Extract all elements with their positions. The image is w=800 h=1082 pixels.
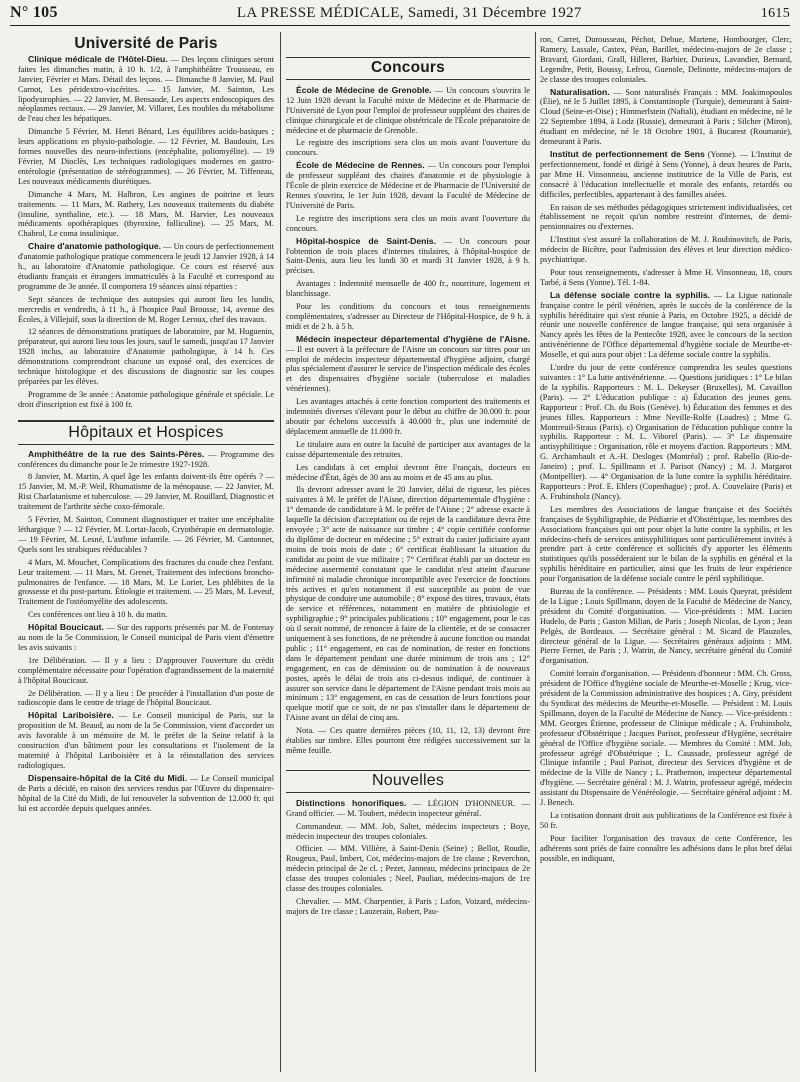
article-text: — Des leçons cliniques seront faites les dimanches matin, à 10 h. 1/2, à l'amphithéâtre Trousseau, en Janvier, Février et Mars. Détail des leçons. — Dimanche 8 Janvier, M. Paul Carnot, Les péridextro-viscérites. — 15 Janvier, M. Sainton, Les lipodystrophies. — 22 Janvier, M. Bensaude, Les aspects endoscopiques des néoplasmes rectaux. — 29 Janvier, M. Villaret, Les troubles du métabolisme de l'eau chez les hépatiques.: [18, 54, 274, 124]
paragraph: Le titulaire aura en outre la faculté de participer aux avantages de la caisse départementale des retraites.: [286, 439, 530, 459]
section-title-box: [286, 770, 530, 793]
page-number: 1615: [760, 6, 790, 21]
article-heading: Chaire d'anatomie pathologique.: [28, 241, 162, 252]
article-text: — Le Conseil municipal de Paris, sur la proposition de M. Beaud, au nom de la 5e Commission, vient d'accorder un avis favorable à un mémoire de M. le préfet de la Seine relatif à la construction d'un bâtiment pour les consultations et l'isolement de la maternité à l'hôpital Lariboisière et à la réinstallation des services radiologiques.: [18, 711, 274, 770]
paragraph: 12 séances de démonstrations pratiques de laboratoire, par M. Huguenin, préparateur, qui auront lieu tous les jours, sauf le samedi, jusqu'au 17 Janvier 1928 inclus, au laboratoire d'Anatomie pathologique, à 14 h. Ces démonstrations comprendront chacune un exposé oral, des exercices de technique histologique et des discussions de diagnostic sur les coupes préparées par les élèves.: [18, 327, 274, 386]
article-text: — LÉGION D'HONNEUR. — Grand officier. — M. Toubert, médecin inspecteur général.: [286, 798, 530, 818]
article-rennes: [286, 161, 530, 211]
issue-number: N° 105: [10, 4, 58, 21]
paragraph: Avantages : Indemnité mensuelle de 400 fr., nourriture, logement et blanchissage.: [286, 279, 530, 299]
paragraph: Sept séances de technique des autopsies qui auront lieu les lundis, mercredis et vendredis, à 11 h., à l'hospice Paul Brousse, 14, avenue des Écoles, à Villejuif, sous la direction de M. Roger Leroux, chef des travaux.: [18, 294, 274, 324]
article-grenoble: [286, 86, 530, 136]
article-text: (Yonne). — L'Institut de perfectionnement, fondé et dirigé à Sens (Yonne), à deux heures de Paris, par Mme H. Vinsonneau, ancienne institutrice de la Ville de Paris, est consacré à l'éducation intellectuelle et morale des enfants, retardés ou difficiles, perfectibles, appartenant à des familles aisées.: [540, 149, 792, 199]
paragraph: Officier. — MM. Villière, à Saint-Denis (Seine) ; Bellot, Roudie, Rougeux, Paul, Imbert, Cot, médecins-majors de 1re classe ; Reverchon, médecin principal de 2e cl. ; Pezet, Janneau, médecins principaux de 2e classe des troupes coloniales ; Neel, Paulian, médecins-majors de 1re classe des troupes coloniales.: [286, 844, 530, 894]
paragraph: L'ordre du jour de cette conférence comprendra les seules questions suivantes : 1° La lutte antivénérienne. — Questions juridiques : 1° Le bilan de la syphilis. Rapporteurs : M. L. Dekeyser (Bruxelles), M. Cavaillon (Paris). — 2° L'éducation publique : a) Éducation des jeunes gens. Rapporteur : Prof. Ch. du Bois (Genève). b) Éducation des femmes et des jeunes filles. Rapporteurs : Mme Neville-Rolfe (Loadres) ; Mme G. Montreuil-Straus (Paris). c) Organisation de l'éducation publique contre la syphilis. Rapporteur : M. L. Viborel (Paris). — 3° Le dispensaire antisyphilitique : Organisation, rôle et moyens d'action. Rapporteurs : MM. G. Archambault et A.-H. Desloges (Montréal) ; prof. Rabello (Rio-de-Janeiro) ; prof. L. Spillmann et J. Parisot (Nancy) ; M. J. Margarot (Montpellier). — 4° Organisation de la lutte contre la syphilis héréditaire. Rapporteurs : Prof. E. Ehlers (Copenhague) ; prof. A. Couvelaire (Paris) et A. Fruhinsholz (Nancy).: [540, 363, 792, 501]
article-text: — Un concours pour l'obtention de trois places d'internes titulaires, à l'hôpital-hospice de Saint-Denis, aura lieu les lundi 30 et mardi 31 Janvier 1928, à 9 h. précises.: [286, 236, 530, 276]
article-heading: Distinctions honorifiques.: [296, 797, 407, 808]
article-text: — Un concours pour l'emploi de professeur suppléant des chaires d'anatomie et de physiologie à l'École de plein exercice de Médecine et de Pharmacie de l'Université de Rennes s'ouvrira, le 1er Juin 1928, devant la Faculté de Médecine de l'Université de Paris.: [286, 161, 530, 210]
article-heading: Naturalisation.: [550, 86, 610, 97]
paragraph: Ils devront adresser avant le 20 Janvier, délai de rigueur, les pièces suivantes à M. le préfet de l'Aisne, direction départementale d'hygiène : 1° demande de candidature à M. le préfet de l'Aisne ; 2° adresse exacte à laquelle la décision d'acceptation ou de rejet de la candidature devra être envoyée ; 3° acte de naissance sur timbre ; 4° copie certifiée conforme du diplôme de docteur en médecine ; 5° extrait du casier judiciaire ayant moins de trois mois de date ; 6° certificat établissant la situation du candidat au point de vue militaire ; 7° Certificat établi par un docteur en médecine assermenté constatant que le candidat n'est atteint d'aucune infirmité ni maladie chronique incompatible avec l'exercice de fonctions très actives et qu'en notamment il est susceptible au point de vue physique de conduire une automobile ; 8° exposé des titres, travaux, états de service et références, notamment en matière de phtisiologie et syphiligraphie ; 9° principales publications ; 10° engagement, pour le cas où il serait nommé, de renoncer à faire de la clientèle, et de se consacrer uniquement à ses fonctions, de ne prétendre à aucune fonction ou mandat public ; 11° engagement, en cas de nomination, de rester en fonctions dans le département pendant une durée minimum de trois ans ; 12° engagement, en cas de démission ou de nomination à de nouveaux postes, après le délai de trois ans ci-dessus indiqué, de continuer à assurer son service dans le département de l'Aisne pendant trois mois au minimum ; 13° engagement, en cas de cessation de leurs fonctions pour quelque motif que ce soit, de ne pas s'installer dans le département de l'Aisne avant un délai de cinq ans.: [286, 485, 530, 723]
article-chaire: [18, 242, 274, 292]
article-distinctions: [286, 799, 530, 819]
paragraph: La cotisation donnant droit aux publications de la Conférence est fixée à 50 fr.: [540, 810, 792, 830]
article-text: — Un cours de perfectionnement d'anatomie pathologique pratique commencera le jeudi 12 Janvier 1928, à 14 h., au laboratoire d'Anatomie pathologique. Ce cours est réservé aux étudiants français et étrangers immatriculés à la Faculté et correspond au programme de 3e année. Il comportera 19 séances ainsi réparties :: [18, 242, 274, 291]
paragraph: Programme de 3e année : Anatomie pathologique générale et spéciale. Le droit d'inscription est fixé à 100 fr.: [18, 389, 274, 409]
paragraph: 1re Délibération. — Il y a lieu : D'approuver l'ouverture du crédit complémentaire nécessaire pour l'opération d'agrandissement de la maternité à l'hôpital Boucicaut.: [18, 655, 274, 685]
article-clinique: [18, 55, 274, 124]
paragraph: ron, Carret, Durousseau, Péchot, Debue, Martene, Hombourger, Clerc, Ramery, Lassale, Castex, Péan, Barillet, médecins-majors de 2e classe ; Bravard, Giordani, Grall, Hilleret, Barbier, Durieux, Lavandier, Bernard, Legendre, Petit, Boussy, Lefrou, Guenole, Delinotte, médecins-majors de 2e classe des troupes coloniales.: [540, 35, 792, 84]
paragraph: Les candidats à cet emploi devront être Français, docteurs en médecine d'État, âgés de 30 ans au moins et de 45 ans au plus.: [286, 462, 530, 482]
article-heading: École de Médecine de Grenoble.: [296, 84, 432, 95]
section-title-box: [286, 57, 530, 80]
paragraph: 5 Février, M. Sainton, Comment diagnostiquer et traiter une encéphalite léthargique ? — 12 Février, M. Lortat-Jacob, Cryothérapie en dermatologie. — 19 Février, M. Lesné, L'asthme infantile. — 26 Février, M. Cantonnet, Quels sont les strabiques rééducables ?: [18, 515, 274, 554]
article-heading: École de Médecine de Rennes.: [296, 160, 425, 171]
article-saint-denis: [286, 237, 530, 277]
article-text: — Un concours s'ouvrira le 12 Juin 1928 devant la Faculté mixte de Médecine et de Pharmacie de l'Université de Lyon pour l'emploi de professeur suppléant des chaires de clinique chirurgicale et de clinique obstétricale de l'École préparatoire de médecine et de pharmacie de Grenoble.: [286, 85, 530, 135]
paragraph: 2e Délibération. — Il y a lieu : De procéder à l'installation d'un poste de radioscopie dans le centre de triage de l'hôpital Boucicaut.: [18, 688, 274, 708]
paragraph: Nota. — Ces quatre dernières pièces (10, 11, 12, 13) devront être établies sur timbre. Elles pourront être rédigées successivement sur la même feuille.: [286, 726, 530, 755]
column-rule: [535, 32, 536, 1072]
paragraph: Les avantages attachés à cette fonction comportent des traitements et indemnités diverses s'élevant pour le début au chiffre de 30.000 fr. pour aboutir par échelons successifs à 40.000 fr., plus une indemnité de déplacement annuelle de 11.000 fr.: [286, 397, 530, 436]
paragraph: Le registre des inscriptions sera clos un mois avant l'ouverture du concours.: [286, 213, 530, 233]
article-boucicaut: [18, 623, 274, 653]
article-amphitheatre: [18, 450, 274, 470]
article-heading: Hôpital Lariboisière.: [28, 710, 114, 721]
page-header: [10, 0, 790, 22]
article-heading: Hôpital-hospice de Saint-Denis.: [296, 235, 436, 246]
paragraph: Dimanche 4 Mars, M. Halbron, Les angines de poitrine et leurs traitements. — 11 Mars, M. Rathery, Les nouveaux traitements du diabète (insuline, synthaline, etc.). — 18 Mars, M. Harvier, Les nouveaux médicaments opothérapiques (thyroxine, folliculine). — 25 Mars, M. Chabrol, Le coma insulinique.: [18, 189, 274, 239]
article-heading: Institut de perfectionnement de Sens: [550, 148, 705, 159]
header-rule: [10, 25, 790, 26]
article-text: — Sur des rapports présentés par M. de Fontenay au nom de la 5e Commission, le Conseil municipal de Paris vient d'émettre les avis suivants :: [18, 623, 274, 652]
article-syphilis: [540, 291, 792, 360]
article-heading: Dispensaire-hôpital de la Cité du Midi.: [28, 772, 188, 783]
section-title-concours: Concours: [371, 59, 445, 76]
column-rule: [280, 32, 281, 1072]
article-dispensaire: [18, 774, 274, 814]
paragraph: Dimanche 5 Février, M. Henri Bénard, Les équilibres acido-basiques ; leurs applications en physio-pathologie. — 12 Février, M. Baudouin, Les formes nouvelles des neuro-infections (encéphalite, poliomyélite). — 19 Février, M Dioclès, Les techniques radiologiques modernes en gastro-entérologie (présentation de stéréogrammes). — 26 Février, M. Tiffeneau, Les nouveaux médicaments diurétiques.: [18, 127, 274, 186]
paragraph: Ces conférences ont lieu à 10 h. du matin.: [28, 610, 168, 620]
article-text: — Le Conseil municipal de Paris a décidé, en raison des services rendus par l'Œuvre du dispensaire-hôpital de la Cité du Midi, de lui renouveler la subvention de 12.000 fr. qui lui est accordée depuis quelques années.: [18, 773, 274, 813]
article-aisne: [286, 335, 530, 394]
paragraph: L'Institut s'est assuré la collaboration de M. J. Roubinovitch, de Paris, médecin de Bicêtre, pour l'admission des élèves et leur direction médico-psychiatrique.: [540, 235, 792, 265]
section-title-universite: Université de Paris: [74, 35, 218, 52]
article-lariboisiere: [18, 711, 274, 770]
column-2: [286, 35, 530, 1070]
paragraph: 8 Janvier, M. Martin, A quel âge les enfants doivent-ils être opérés ? — 15 Janvier, M. M.-P. Weil, Rhumatisme de la ménopause. — 22 Janvier, M. Rist Charlatanisme et tuberculose. — 29 Janvier, M. Rouillard, Diagnostic et traitement de l'arthrite sèche coxo-fémorale.: [18, 472, 274, 512]
paragraph: Les membres des Associations de langue française et des Sociétés françaises de Syphiligraphie, de Pédiatrie et d'Obstétrique, les membres des Associations françaises qui ont pour objet la lutte contre la syphilis, et les médecins-chefs de services antisyphilitiques sont particulièrement invités à prendre part à cette conférence et sollicités d'y apporter les éléments statistiques qu'ils posséderaient sur le bilan de la syphilis en général et la syphilis héréditaire en particulier, ainsi que les fruits de leur expérience pour l'organisation de la défense sociale contre le péril syphilitique.: [540, 504, 792, 584]
column-1: [18, 35, 274, 1070]
article-heading: Médecin inspecteur départemental d'hygiène de l'Aisne.: [296, 333, 530, 344]
paragraph: Pour tous renseignements, s'adresser à Mme H. Vinsonneau, 18, cours Tarbé, à Sens (Yonne). Tél. 1-84.: [540, 267, 792, 287]
article-heading: Hôpital Boucicaut.: [28, 622, 104, 633]
paragraph: Commandeur. — MM. Job, Saltet, médecins inspecteurs ; Boye, médecin inspecteur des troupes coloniales.: [286, 821, 530, 841]
title-rule: [18, 444, 274, 445]
article-text: — Il est ouvert à la préfecture de l'Aisne un concours sur titres pour un emploi de médecin inspecteur départemental d'hygiène adjoint, chargé plus spécialement d'assurer le service de l'inspection médicale des écoles et des dispensaires d'hygiène sociale (tuberculose et maladies vénériennes).: [286, 344, 530, 394]
article-text: — Programme des conférences du dimanche pour le 2e trimestre 1927-1928.: [18, 449, 274, 469]
article-heading: La défense sociale contre la syphilis.: [550, 289, 711, 300]
article-text: — La Ligue nationale française contre le péril vénérien, après le succès de la conférence de la syphilis héréditaire qui s'est réunie à Paris, en Octobre 1925, a décidé de réunir une nouvelle conférence de langue française, qui sera organisée à Nancy après les fêtes de la Pentecôte 1928, avec le concours de la section antivénérienne de l'Office départemental d'hygiène sociale de Meurthe-et-Moselle, et qui aura pour objet : La défense sociale contre la syphilis.: [540, 290, 792, 360]
paragraph: Le registre des inscriptions sera clos un mois avant l'ouverture du concours.: [286, 138, 530, 158]
paragraph: 4 Mars, M. Mouchet, Complications des fractures du coude chez l'enfant. Leur traitement. — 11 Mars, M. Grenet, Traitement des infections broncho-pulmonaires de l'enfance. — 18 Mars, M. Le Lorier, Les phlébites de la grossesse et du post-partum. Étiologie et traitement. — 25 Mars, M. Leveuf, Traitement de l'ostéomyélite des adolescents.: [18, 557, 274, 607]
paragraph: Pour les conditions du concours et tous renseignements complémentaires, s'adresser au Directeur de l'Hôpital-Hospice, de 9 h. à midi et de 2 h. à 5 h.: [286, 302, 530, 331]
paragraph: En raison de ses méthodes pédagogiques strictement individualisées, cet établissement ne reçoit qu'un nombre restreint d'internes, de demi-pensionnaires ou d'externes.: [540, 202, 792, 232]
article-sens: [540, 150, 792, 200]
journal-title: LA PRESSE MÉDICALE, Samedi, 31 Décembre 1927: [236, 5, 582, 21]
column-3: [540, 35, 792, 1070]
paragraph: Pour faciliter l'organisation des travaux de cette Conférence, les adhérents sont priés de faire connaître les adhésions dans le plus bref délai possible, en indiquant,: [540, 833, 792, 863]
section-divider: [18, 420, 274, 422]
paragraph: Chevalier. — MM. Charpentier, à Paris ; Lafon, Voizard, médecins-majors de 1re classe ; Lauzerain, Robert, Pau-: [286, 896, 530, 916]
article-text: — Sont naturalisés Français : MM. Joakimopoulos (Élie), né le 5 Juillet 1895, à Constantinople (Turquie), demeurant à Saint-Cloud (Seine-et-Oise) ; Himmerlstein (Naftali), étudiant en médecine, né le 22 Septembre 1894, à Lodz (Russie), demeurant à Paris ; Silcher (Miron), étudiant en médecine, né le 18 Octobre 1901, à Bucarest (Roumanie), demeurant à Paris.: [540, 87, 792, 147]
article-naturalisation: [540, 88, 792, 147]
section-title-nouvelles: Nouvelles: [371, 771, 445, 789]
article-heading: Amphithéâtre de la rue des Saints-Pères.: [28, 448, 205, 459]
paragraph: Bureau de la conférence. — Présidents : MM. Louis Queyrat, président de la Ligue ; Louis Spillmann, doyen de la Faculté de Médecine de Nancy, président du Comité d'organisation. — Vice-présidents : MM. Lucien Hudelo, de Paris ; Gaston Milian, de Paris ; Joseph Nicolas, de Lyon ; Jean Pelgès, de Bordeaux. — Secrétaire général : M. Sicard de Plauzoles, directeur général de la Ligue. — Secrétaires généraux adjoints : MM. Pierre Fernet, de Paris ; J. Watrin, de Nancy, secrétaire général du Comité d'organisation.: [540, 587, 792, 666]
article-heading: Clinique médicale de l'Hôtel-Dieu.: [28, 53, 168, 64]
section-title-hopitaux: Hôpitaux et Hospices: [68, 423, 224, 441]
paragraph: Comité lorrain d'organisation. — Présidents d'honneur : MM. Ch. Gross, président de l'Office d'hygiène sociale de Meurthe-et-Moselle ; Krug, vice-président de la Commission administrative des hospices ; A. Giry, président du Syndicat des médecins de Meurthe-et-Moselle. — Président : M. Louis Spillmann, doyen de la Faculté de Médecine de Nancy. — Vice-présidents : MM. Georges Étienne, professeur de Clinique médicale ; A. Fruhinsholz, professeur d'Obstétrique ; Jacques Parisot, professeur d'Hygiène, secrétaire général de l'Office d'hygiène sociale. — Membres du Comité : MM. Job, professeur agrégé d'Obstétrique ; L. Caussade, professeur agrégé de Clinique infantile ; Paul Parisot, directeur des Services d'hygiène et de médecine de la Ville de Nancy ; L. Pratbernon, inspecteur départemental d'hygiène. — Secrétaire général : M. J. Watrin, professeur agrégé, médecin assistant du Dispensaire de Vénéréologie. — Secrétaire général adjoint : M. J. Benech.: [540, 669, 792, 808]
